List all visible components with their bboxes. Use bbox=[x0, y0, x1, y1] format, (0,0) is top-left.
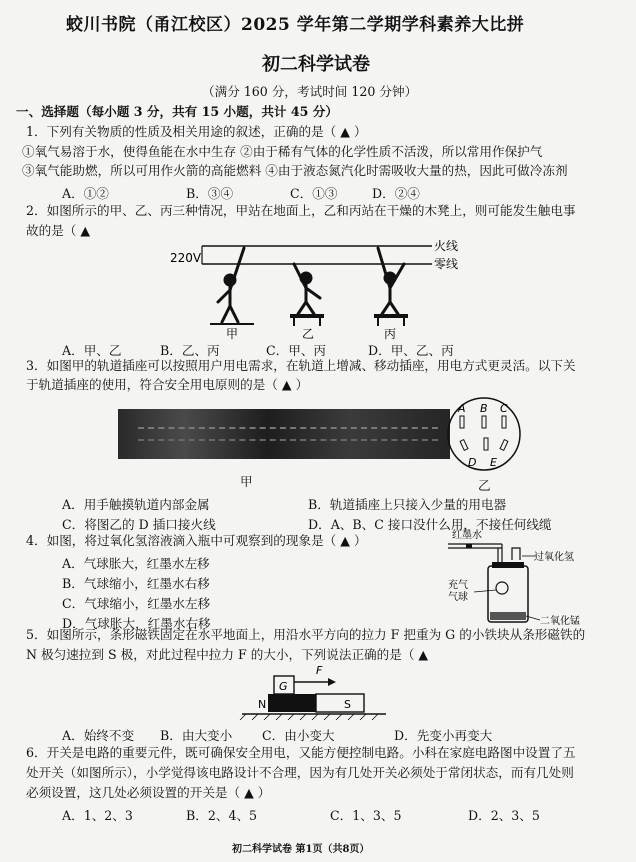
q1-option-a[interactable]: A．①② bbox=[62, 186, 109, 201]
q5-option-a[interactable]: A．始终不变 bbox=[62, 728, 135, 743]
q5-magnet-figure bbox=[236, 664, 396, 724]
svg-text:D: D bbox=[468, 456, 477, 469]
svg-text:G: G bbox=[279, 680, 288, 693]
h2o2-label: 过氧化氢 bbox=[534, 552, 574, 563]
exam-subtitle: 初二科学试卷 bbox=[262, 54, 370, 75]
neutral-wire-label: 零线 bbox=[434, 257, 459, 271]
q3-figure-caption-jia: 甲 bbox=[240, 474, 253, 489]
mno2-label: 二氧化锰 bbox=[540, 616, 580, 627]
stool-bing bbox=[374, 314, 408, 318]
q1-option-c[interactable]: C．①③ bbox=[290, 186, 338, 201]
person-jia-icon bbox=[218, 248, 244, 322]
q4-option-d[interactable]: D．气球胀大，红墨水右移 bbox=[62, 616, 211, 631]
page-footer: 初二科学试卷 第1页（共8页） bbox=[232, 844, 370, 855]
label-bing: 丙 bbox=[384, 327, 397, 340]
q2-option-b[interactable]: B．乙、丙 bbox=[160, 343, 220, 358]
q3-figure-caption-yi: 乙 bbox=[478, 478, 491, 493]
q2-option-c[interactable]: C．甲、丙 bbox=[266, 343, 327, 358]
person-bing-icon bbox=[378, 248, 404, 314]
magnet-n-half bbox=[268, 694, 316, 712]
label-yi: 乙 bbox=[302, 327, 315, 340]
q2-option-d[interactable]: D．甲、乙、丙 bbox=[368, 343, 454, 358]
q5-stem-line2: N 极匀速拉到 S 极，对此过程中拉力 F 的大小，下列说法正确的是（ ▲ bbox=[26, 647, 429, 662]
q6-option-c[interactable]: C．1、3、5 bbox=[330, 808, 402, 823]
q1-statement-3-4: ③氧气能助燃，所以可用作火箭的高能燃料 ④由于液态氮汽化时需吸收大量的热，因此可做冷冻剂 bbox=[22, 163, 568, 178]
q1-option-b[interactable]: B．③④ bbox=[186, 186, 234, 201]
pole-n: N bbox=[258, 698, 267, 711]
balloon-label-1: 充气 bbox=[448, 580, 468, 591]
q3-stem-line1: 3．如图甲的轨道插座可以按照用户用电需求，在轨道上增减、移动插座，用电方式更灵活。以下关 bbox=[26, 358, 576, 373]
q4-option-b[interactable]: B．气球缩小，红墨水右移 bbox=[62, 576, 210, 591]
q4-option-c[interactable]: C．气球缩小，红墨水左移 bbox=[62, 596, 211, 611]
stool-yi bbox=[290, 314, 324, 318]
q4-option-a[interactable]: A．气球胀大，红墨水左移 bbox=[62, 556, 210, 571]
svg-text:B: B bbox=[480, 402, 488, 415]
q6-option-a[interactable]: A．1、2、3 bbox=[62, 808, 133, 823]
q2-voltage-label: 220V bbox=[170, 251, 202, 265]
person-yi-icon bbox=[294, 264, 320, 314]
svg-text:E: E bbox=[490, 456, 497, 469]
magnet-s-half bbox=[316, 694, 364, 712]
q5-option-b[interactable]: B．由大变小 bbox=[160, 728, 233, 743]
q3-option-c[interactable]: C．将图乙的 D 插口接火线 bbox=[62, 517, 216, 532]
q3-option-a[interactable]: A．用手触摸轨道内部金属 bbox=[62, 497, 210, 512]
q6-stem-line3: 必须设置，这几处必须设置的开关是（ ▲ ） bbox=[26, 785, 271, 800]
q6-stem-line2: 处开关（如图所示），小学觉得该电路设计不合理，因为有几处开关必须处于常闭状态，而有几处则 bbox=[26, 765, 574, 780]
q5-option-d[interactable]: D．先变小再变大 bbox=[394, 728, 493, 743]
q3-track-socket-image bbox=[118, 409, 450, 459]
svg-text:F: F bbox=[316, 664, 323, 677]
q2-option-a[interactable]: A．甲、乙 bbox=[62, 343, 122, 358]
section-heading: 一、选择题（每小题 3 分，共有 15 小题，共计 45 分） bbox=[16, 104, 338, 119]
red-ink-label: 红墨水 bbox=[452, 530, 482, 541]
q2-figure-electrocution bbox=[168, 236, 488, 340]
q2-stem-line2: 故的是（ ▲ bbox=[26, 223, 91, 238]
svg-text:C: C bbox=[500, 402, 508, 415]
q6-option-d[interactable]: D．2、3、5 bbox=[468, 808, 540, 823]
live-wire-label: 火线 bbox=[434, 239, 459, 253]
q4-apparatus-figure bbox=[440, 526, 616, 630]
pole-s: S bbox=[344, 698, 351, 711]
q1-option-d[interactable]: D．②④ bbox=[372, 186, 420, 201]
q5-stem-line1: 5．如图所示，条形磁铁固定在水平地面上，用沿水平方向的拉力 F 把重为 G 的小铁块从条形磁铁的 bbox=[26, 627, 586, 642]
q6-option-b[interactable]: B．2、4、5 bbox=[186, 808, 258, 823]
exam-title: 蛟川书院（甬江校区）2025 学年第二学期学科素养大比拼 bbox=[66, 15, 525, 35]
exam-info: （满分 160 分，考试时间 120 分钟） bbox=[202, 84, 418, 99]
q3-socket-diagram bbox=[444, 394, 528, 480]
q3-option-b[interactable]: B．轨道插座上只接入少量的用电器 bbox=[308, 497, 507, 512]
q6-stem-line1: 6．开关是电路的重要元件，既可确保安全用电，又能方便控制电路。小科在家庭电路图中设置了五 bbox=[26, 745, 576, 760]
svg-text:A: A bbox=[458, 402, 466, 415]
q2-stem-line1: 2．如图所示的甲、乙、丙三种情况，甲站在地面上，乙和丙站在干燥的木凳上，则可能发生触电事 bbox=[26, 203, 576, 218]
q4-stem: 4．如图，将过氧化氢溶液滴入瓶中可观察到的现象是（ ▲ ） bbox=[26, 533, 367, 548]
q5-option-c[interactable]: C．由小变大 bbox=[262, 728, 335, 743]
q3-stem-line2: 于轨道插座的使用，符合安全用电原则的是（ ▲ ） bbox=[26, 377, 309, 392]
q1-stem: 1．下列有关物质的性质及相关用途的叙述，正确的是（ ▲ ） bbox=[26, 124, 367, 139]
balloon-label-2: 气球 bbox=[448, 592, 468, 603]
q3-option-d[interactable]: D．A、B、C 接口没什么用，不接任何线缆 bbox=[308, 517, 552, 532]
label-jia: 甲 bbox=[226, 327, 239, 340]
q1-statement-1-2: ①氧气易溶于水，使得鱼能在水中生存 ②由于稀有气体的化学性质不活泼，所以常用作保护气 bbox=[22, 144, 543, 159]
